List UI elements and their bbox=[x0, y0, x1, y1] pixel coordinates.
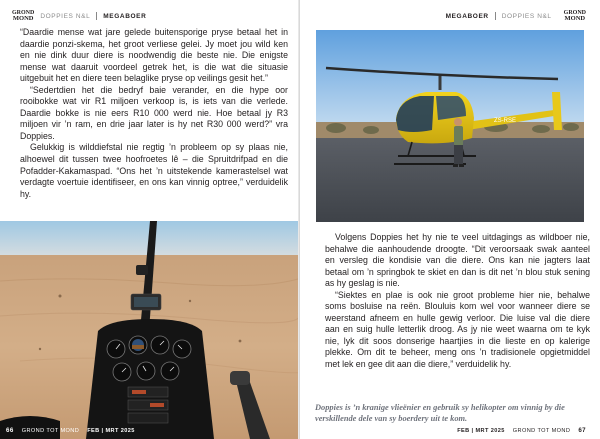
left-article-text bbox=[20, 27, 288, 200]
magazine-name: GROND TOT MOND bbox=[21, 427, 80, 434]
magazine-logo: GROND MOND bbox=[12, 9, 35, 22]
left-page-header bbox=[12, 9, 146, 23]
section-tag: MEGABOER bbox=[445, 12, 489, 20]
helicopter-registration: ZS-RSE bbox=[494, 118, 517, 124]
section-tag: MEGABOER bbox=[103, 12, 147, 20]
page-number: 67 bbox=[578, 427, 586, 434]
left-page-footer bbox=[6, 427, 135, 434]
paragraph: Volgens Doppies het hy nie te veel uitdagings as wildboer nie, behalwe die aanhoudende droogte. “Dit veroorsaak swak aanteel en versleg die kondisie van die diere. Ons kan nie jagters laat betaal om ’n springbok te skiet en dan is dit net ’n blou stuk sening as hy geslag is nie. bbox=[325, 232, 590, 289]
magazine-name: GROND TOT MOND bbox=[512, 427, 571, 434]
paragraph: “Daardie mense wat jare gelede buitensporige pryse betaal het in daardie ponzi-skema, het groot verliese gelei. Jy moet jou wild ken en nie dink duur diere is noodwendig die beste nie. Die enigste mense wat daaruit voordeel getrek het, is die wat die situasie uitgebuit het en diere teen belaglike pryse op veilings gesit het.” bbox=[20, 27, 288, 84]
section-name: DOPPIES N&L bbox=[40, 12, 91, 20]
issue-date: FEB | MRT 2025 bbox=[87, 427, 135, 434]
section-name: DOPPIES N&L bbox=[501, 12, 552, 20]
header-divider bbox=[96, 12, 97, 20]
right-page-footer bbox=[457, 427, 586, 434]
right-article-text bbox=[325, 232, 590, 371]
right-page-header bbox=[446, 9, 586, 23]
magazine-logo: GROND MOND bbox=[563, 9, 586, 22]
paragraph: “Sedertdien het die bedryf baie verander, en die hype oor rooibokke wat vir R1 miljoen verkoop is, is iets van die verlede. Daardie bokke is nie eers R10 000 werd nie. Hoe betaal jy R3 miljoen vir ’n ram, en drie jaar later is hy net R30 000 werd?” vra Doppies. bbox=[20, 84, 288, 141]
cockpit-photo bbox=[0, 221, 298, 439]
helicopter-photo bbox=[316, 30, 584, 222]
photo-caption: Doppies is ’n kranige vlieënier en gebruik sy helikopter om vinnig by die verskillende dele van sy boerdery uit te kom. bbox=[315, 403, 565, 423]
page-number: 66 bbox=[6, 427, 14, 434]
header-divider bbox=[495, 12, 496, 20]
paragraph: “Siektes en plae is ook nie groot probleme hier nie, behalwe soms bosluise na reën. Blouluis kom wel voor wanneer diere se weerstand afneem en hulle gewig verloor. Die luise val die diere aan en suig hulle letterlik droog. As jy nie weet waarna om te kyk nie, lyk dit soos donserige haartjies in die lieste en op kalerige plekke. Om dit te beheer, meng ons ’n tradisionele opgietmiddel met lek en gee dit aan die diere,” verduidelik hy. bbox=[325, 289, 590, 370]
issue-date: FEB | MRT 2025 bbox=[457, 427, 505, 434]
paragraph: Gelukkig is wilddiefstal nie regtig ’n probleem op sy plaas nie, alhoewel dit tussen twee hoofroetes lê – die Spruitdrifpad en die Pofadder-Kakamaspad. “Ons het ’n uitstekende kamerastelsel wat verdagte voertuie identifiseer, en ons kan vinnig optree,” verduidelik hy. bbox=[20, 142, 288, 199]
